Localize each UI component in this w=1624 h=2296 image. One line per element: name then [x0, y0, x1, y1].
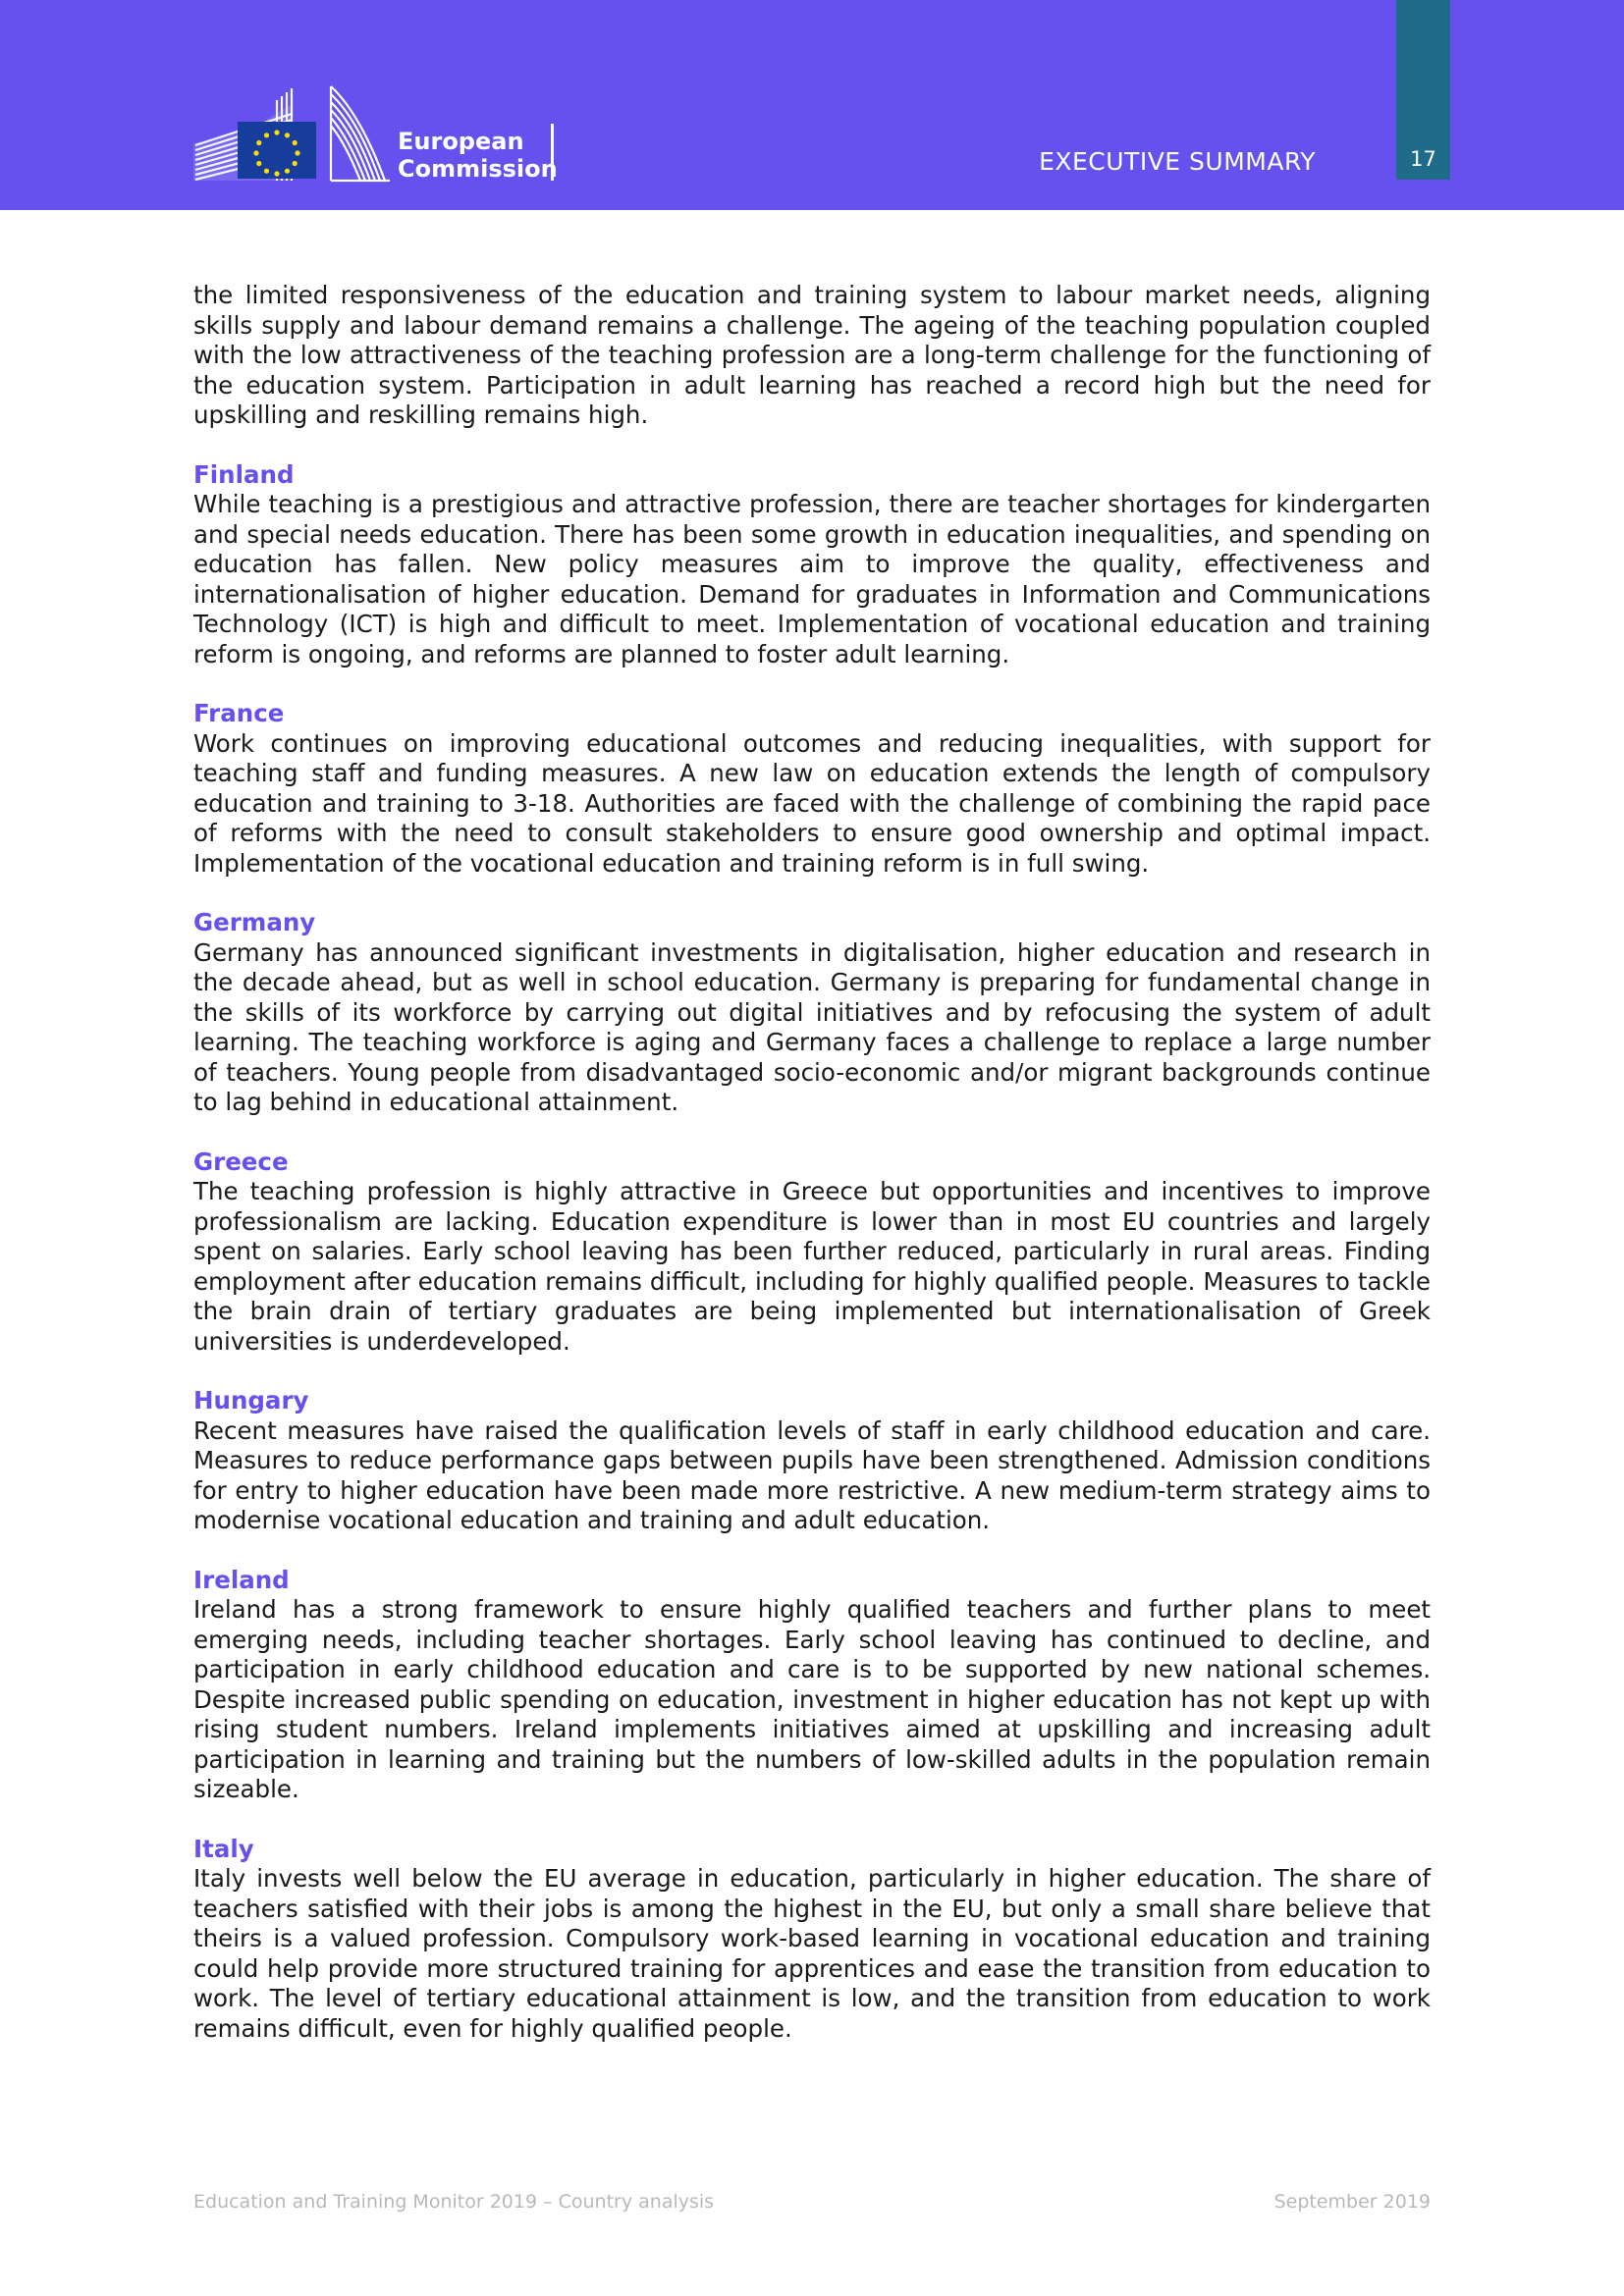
page-header [0, 0, 1624, 210]
country-heading: Finland [193, 459, 295, 489]
page-number: 17 [1410, 147, 1436, 171]
country-paragraph: The teaching profession is highly attractive in Greece but opportunities and incentives to improve professionalism are lacking. Education expenditure is lower than in most EU countries and largely spent on salaries. Early school leaving has been further reduced, particularly in rural areas. Finding employment after education remains difficult, including for highly qualified people. Measures to tackle the brain drain of tertiary graduates are being implemented but internationalisation of Greek universities is underdeveloped. [193, 1177, 1431, 1356]
country-section [193, 460, 1431, 670]
country-heading: Ireland [193, 1565, 290, 1594]
country-section [193, 908, 1431, 1118]
country-heading: Italy [193, 1834, 254, 1863]
country-paragraph: Recent measures have raised the qualification levels of staff in early childhood education and care. Measures to reduce performance gaps between pupils have been strengthened. Admission conditions for entry to higher education have been made more restrictive. A new medium-term strategy aims to modernise vocational education and training and adult education. [193, 1415, 1431, 1534]
country-paragraph: Italy invests well below the EU average in education, particularly in higher education. The share of teachers satisfied with their jobs is among the highest in the EU, but only a small share believe that theirs is a valued profession. Compulsory work-based learning in vocational education and training could help provide more structured training for apprentices and ease the transition from education to work. The level of tertiary educational attainment is low, and the transition from education to work remains difficult, even for highly qualified people. [193, 1864, 1431, 2043]
country-section [193, 699, 1431, 879]
country-sections [193, 460, 1431, 2045]
country-section [193, 1566, 1431, 1805]
footer-document-title: Education and Training Monitor 2019 – Country analysis [193, 2191, 715, 2213]
logo-text [398, 128, 558, 183]
country-section [193, 1835, 1431, 2045]
country-heading: France [193, 699, 285, 727]
country-section [193, 1386, 1431, 1536]
logo-line-commission: Commission [398, 155, 558, 183]
section-title: EXECUTIVE SUMMARY [1039, 147, 1316, 176]
country-heading: Greece [193, 1147, 289, 1176]
country-paragraph: While teaching is a prestigious and attractive profession, there are teacher shortages for kindergarten and special needs education. There has been some growth in education inequalities, and spending on education has fallen. New policy measures aim to improve the quality, effectiveness and internationalisation of higher education. Demand for graduates in Information and Communications Technology (ICT) is high and difficult to meet. Implementation of vocational education and training reform is ongoing, and reforms are planned to foster adult learning. [193, 490, 1431, 668]
country-paragraph: Work continues on improving educational outcomes and reducing inequalities, with support for teaching staff and funding measures. A new law on education extends the length of compulsory education and training to 3-18. Authorities are faced with the challenge of combining the rapid pace of reforms with the need to consult stakeholders to ensure good ownership and optimal impact. Implementation of the vocational education and training reform is in full swing. [193, 728, 1431, 878]
footer-date: September 2019 [1273, 2191, 1431, 2213]
logo-line-european: European [398, 128, 524, 155]
document-body [193, 281, 1431, 2044]
country-heading: Hungary [193, 1386, 309, 1415]
intro-paragraph: the limited responsiveness of the education and training system to labour market needs, aligning skills supply and labour demand remains a challenge. The ageing of the teaching population coupled with the low attractiveness of the teaching profession are a long-term challenge for the functioning of the education system. Participation in adult learning has reached a record high but the need for upskilling and reskilling remains high. [193, 281, 1431, 429]
country-heading: Germany [193, 908, 316, 936]
country-paragraph: Ireland has a strong framework to ensure highly qualified teachers and further plans to meet emerging needs, including teacher shortages. Early school leaving has continued to decline, and participation in early childhood education and care is to be supported by new national schemes. Despite increased public spending on education, investment in higher education has not kept up with rising student numbers. Ireland implements initiatives aimed at upskilling and increasing adult participation in learning and training but the numbers of low-skilled adults in the population remain sizeable. [193, 1595, 1431, 1803]
country-section [193, 1148, 1431, 1358]
country-paragraph: Germany has announced significant investments in digitalisation, higher education and research in the decade ahead, but as well in school education. Germany is preparing for fundamental change in the skills of its workforce by carrying out digital initiatives and by refocusing the system of adult learning. The teaching workforce is aging and Germany faces a challenge to replace a large number of teachers. Young people from disadvantaged socio-economic and/or migrant backgrounds continue to lag behind in educational attainment. [193, 937, 1431, 1116]
